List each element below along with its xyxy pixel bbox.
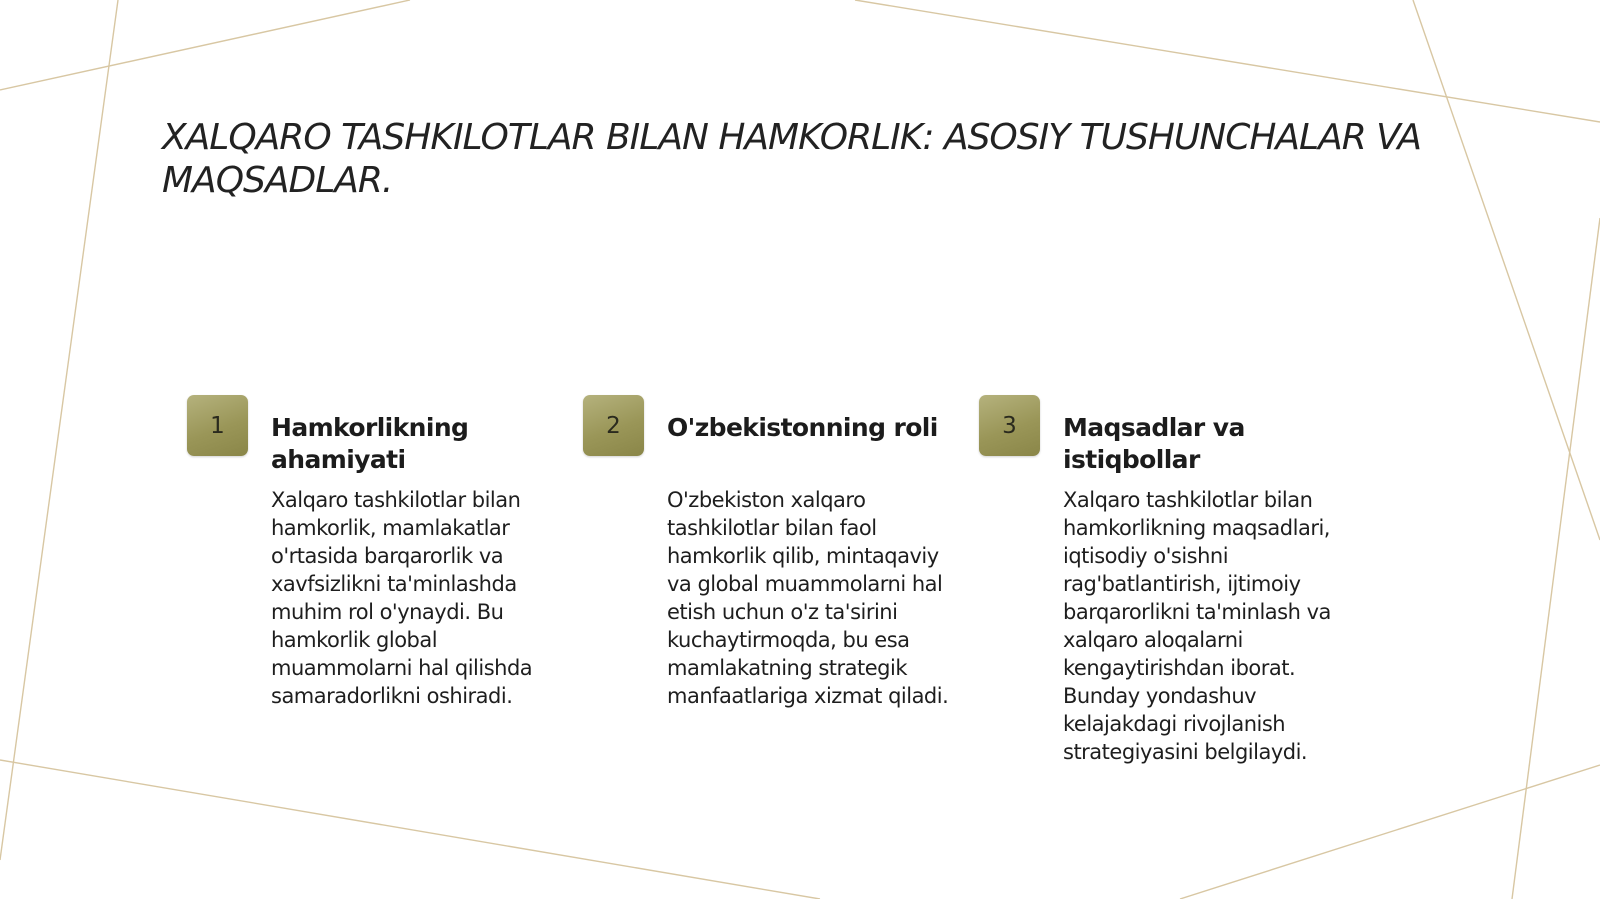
decor-line <box>1180 765 1600 899</box>
slide-title: XALQARO TASHKILOTLAR BILAN HAMKORLIK: ASOSIY TUSHUNCHALAR VA MAQSADLAR. <box>162 117 1421 201</box>
decor-line <box>0 0 410 90</box>
number-badge: 1 <box>187 395 248 456</box>
number-badge: 2 <box>583 395 644 456</box>
decor-line <box>1512 218 1600 899</box>
decor-line <box>0 0 118 860</box>
decor-line <box>1413 0 1600 540</box>
card-heading: O'zbekistonning roli <box>667 413 938 442</box>
number-badge: 3 <box>979 395 1040 456</box>
card-body-text: O'zbekiston xalqaro tashkilotlar bilan faol hamkorlik qilib, mintaqaviy va global muammolarni hal etish uchun o'z ta'sirini kuchaytirmoqda, bu esa mamlakatning strategik manfaatlariga xizmat qiladi. <box>667 488 949 708</box>
card-heading: Hamkorlikning ahamiyati <box>271 413 469 474</box>
card-body-text: Xalqaro tashkilotlar bilan hamkorlikning maqsadlari, iqtisodiy o'sishni rag'batlantirish, ijtimoiy barqarorlikni ta'minlash va xalqaro aloqalarni kengaytirishdan iborat. Bunday yondashuv kelajakdagi rivojlanish strategiyasini belgilaydi. <box>1063 488 1331 764</box>
decor-line <box>0 760 820 899</box>
card-heading: Maqsadlar va istiqbollar <box>1063 413 1245 474</box>
card-body-text: Xalqaro tashkilotlar bilan hamkorlik, mamlakatlar o'rtasida barqarorlik va xavfsizlikni ta'minlashda muhim rol o'ynaydi. Bu hamkorlik global muammolarni hal qilishda samaradorlikni oshiradi. <box>271 488 533 708</box>
decor-line <box>855 0 1600 122</box>
